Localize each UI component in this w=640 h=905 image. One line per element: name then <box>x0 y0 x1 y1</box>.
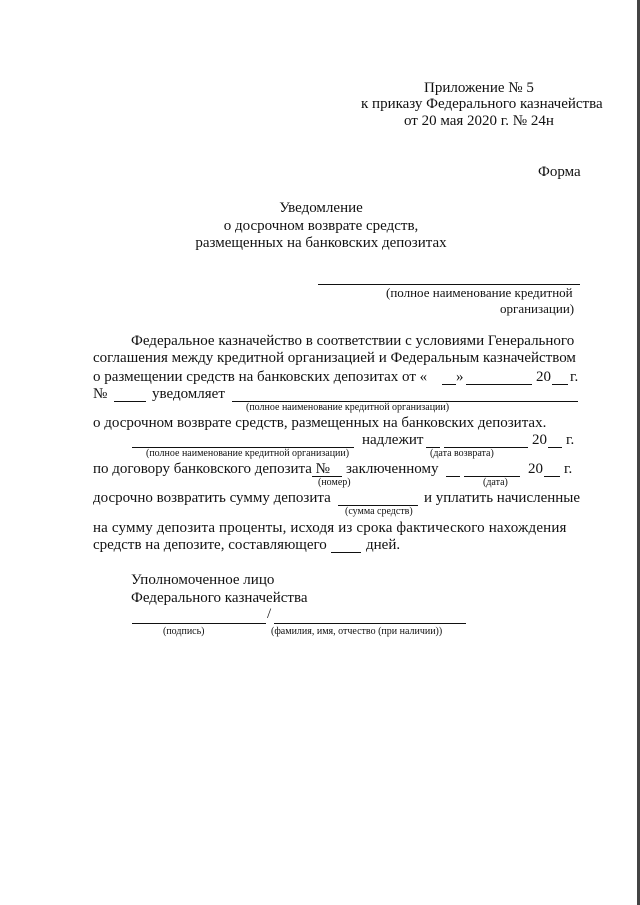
return-text: досрочно возвратить сумму депозита <box>93 490 331 506</box>
year-suffix: г. <box>570 369 579 385</box>
contract-text: по договору банковского депозита № <box>93 461 330 477</box>
document-subtitle-1: о досрочном возврате средств, <box>223 218 419 234</box>
document-title: Уведомление <box>279 200 363 216</box>
appendix-number: Приложение № 5 <box>424 80 534 96</box>
full-name-caption: (фамилия, имя, отчество (при наличии)) <box>271 626 443 637</box>
body-line-last-2: средств на депозите, составляющего <box>93 537 327 553</box>
body-line-1: Федеральное казначейство в соответствии с условиями Генерального <box>131 333 575 349</box>
must-word: надлежит <box>362 432 424 448</box>
body-line-last-1: на сумму депозита проценты, исходя из срока фактического нахождения <box>93 520 567 536</box>
contract-year-prefix: 20 <box>528 461 543 477</box>
return-year-suffix: г. <box>566 432 575 448</box>
signatory-title-1: Уполномоченное лицо <box>131 572 275 588</box>
return-date-caption: (дата возврата) <box>430 448 494 459</box>
signature-caption: (подпись) <box>163 626 205 637</box>
month-blank <box>466 384 532 385</box>
body-line-5: о досрочном возврате средств, размещенных на банковских депозитах. <box>93 415 547 431</box>
full-name-line <box>274 623 466 624</box>
signature-line <box>132 623 266 624</box>
bank-name-caption-2: организации) <box>500 301 575 316</box>
contract-date-caption: (дата) <box>483 477 508 488</box>
days-word: дней. <box>366 537 401 553</box>
form-label: Форма <box>538 164 581 180</box>
number-sign: № <box>93 386 108 402</box>
pay-interest-text: и уплатить начисленные <box>424 490 581 506</box>
document-subtitle-2: размещенных на банковских депозитах <box>195 235 447 251</box>
agreement-number-blank <box>114 401 146 402</box>
order-date: от 20 мая 2020 г. № 24н <box>404 113 554 129</box>
body-line-3: о размещении средств на банковских депозитах от « <box>93 369 428 385</box>
signatory-title-2: Федерального казначейства <box>131 590 308 606</box>
bank-name-caption-1: (полное наименование кредитной <box>386 285 573 300</box>
quote-close: » <box>456 369 464 385</box>
days-blank <box>331 552 361 553</box>
contract-year-suffix: г. <box>564 461 573 477</box>
notifies-word: уведомляет <box>152 386 225 402</box>
order-reference: к приказу Федерального казначейства <box>361 96 603 112</box>
org-name-caption-2: (полное наименование кредитной организации) <box>146 448 350 459</box>
concluded-word: заключенному <box>346 461 439 477</box>
contract-number-caption: (номер) <box>318 477 351 488</box>
year-blank <box>552 384 568 385</box>
sum-caption: (сумма средств) <box>345 506 413 517</box>
body-line-2: соглашения между кредитной организацией и Федеральным казначейством <box>93 350 576 366</box>
contract-year-blank <box>544 476 560 477</box>
return-year-prefix: 20 <box>532 432 547 448</box>
return-year-blank <box>548 447 562 448</box>
signature-slash: / <box>267 606 272 622</box>
contract-day-blank <box>446 476 460 477</box>
org-name-caption: (полное наименование кредитной организации) <box>246 402 450 413</box>
day-blank <box>442 384 456 385</box>
year-prefix: 20 <box>536 369 551 385</box>
